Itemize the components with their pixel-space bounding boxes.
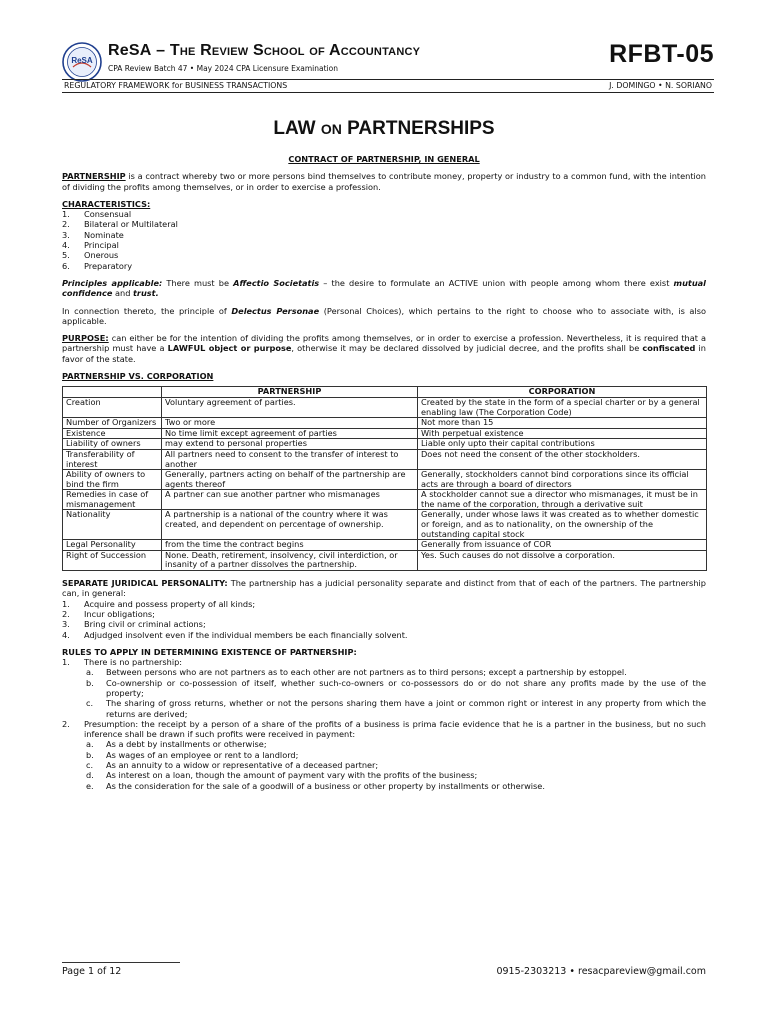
list-item: 1. Consensual (62, 209, 132, 220)
corporation-cell: Not more than 15 (418, 418, 707, 429)
list-item: 6. Preparatory (62, 260, 133, 271)
partnership-cell: from the time the contract begins (162, 540, 418, 551)
partnership-cell: All partners need to consent to the transfer of interest to another (162, 449, 418, 469)
row-label: Legal Personality (63, 540, 162, 551)
corporation-cell: Yes. Such causes do not dissolve a corporation. (418, 550, 707, 570)
row-label: Transferability of interest (63, 449, 162, 469)
corporation-cell: Generally, under whose laws it was created as to whether domestic or foreign, and as to nationality, on the ownership of the outstanding capital stock (418, 510, 707, 540)
row-label: Remedies in case of mismanagement (63, 490, 162, 510)
partnership-cell: Two or more (162, 418, 418, 429)
partnership-cell: Voluntary agreement of parties. (162, 397, 418, 417)
principles-paragraph: Principles applicable: There must be Affectio Societatis – the desire to formulate an ACTIVE union with people among whom there exist mutual confidence and trust. (62, 277, 706, 299)
corporation-cell: Generally, stockholders cannot bind corporations since its official acts are through a board of directors (418, 470, 707, 490)
table-row (63, 550, 707, 570)
table-row (63, 510, 707, 540)
resa-logo-icon (62, 42, 102, 82)
partnership-cell: A partner can sue another partner who mismanages (162, 490, 418, 510)
row-label: Right of Succession (63, 550, 162, 570)
list-item: 2. Bilateral or Multilateral (62, 219, 178, 230)
table-row (63, 397, 707, 417)
row-label: Creation (63, 397, 162, 417)
list-item: a. As a debt by installments or otherwise; (86, 739, 267, 750)
row-label: Nationality (63, 510, 162, 540)
page-number: Page 1 of 12 (62, 966, 122, 977)
partnership-cell: A partnership is a national of the country where it was created, and dependent on percentage of ownership. (162, 510, 418, 540)
school-name: ReSA – The Review School of Accountancy (108, 42, 421, 59)
footer-contact: 0915-2303213 • resacpareview@gmail.com (496, 966, 706, 977)
list-item: 3. Nominate (62, 229, 124, 240)
corporation-cell: A stockholder cannot sue a director who mismanages, it must be in the name of the corporation, through a derivative suit (418, 490, 707, 510)
table-header-blank (63, 387, 162, 398)
list-item: 4. Adjudged insolvent even if the individual members be each financially solvent. (62, 629, 408, 640)
list-item: e. As the consideration for the sale of a goodwill of a business or other property by installments or otherwise. (86, 780, 545, 791)
logo-text: ReSA (71, 56, 93, 65)
rules-list (62, 657, 706, 667)
partnership-cell: No time limit except agreement of parties (162, 428, 418, 439)
table-row (63, 449, 707, 469)
rules-list-2 (62, 719, 706, 740)
table-row (63, 540, 707, 551)
partnership-cell: may extend to personal properties (162, 439, 418, 450)
list-item: 1. Acquire and possess property of all kinds; (62, 598, 256, 609)
row-label: Existence (63, 428, 162, 439)
list-item: c. The sharing of gross returns, whether or not the persons sharing them have a joint or common right or interest in any property from which the returns are derived; (86, 698, 706, 719)
rules-heading: RULES TO APPLY IN DETERMINING EXISTENCE OF PARTNERSHIP: (62, 646, 357, 657)
partnership-cell: Generally, partners acting on behalf of the partnership are agents thereof (162, 470, 418, 490)
characteristics-heading: CHARACTERISTICS: (62, 198, 151, 209)
subject-bar (62, 79, 714, 93)
row-label: Ability of owners to bind the firm (63, 470, 162, 490)
subject-title: REGULATORY FRAMEWORK for BUSINESS TRANSACTIONS (64, 81, 288, 90)
comparison-table (62, 386, 707, 571)
list-item: 5. Onerous (62, 250, 119, 261)
corporation-cell: With perpetual existence (418, 428, 707, 439)
table-row (63, 418, 707, 429)
page-title: LAW ON PARTNERSHIPS (273, 118, 495, 139)
list-item: d. As interest on a loan, though the amount of payment vary with the profits of the business; (86, 770, 478, 781)
row-label: Liability of owners (63, 439, 162, 450)
batch-line: CPA Review Batch 47 • May 2024 CPA Licensure Examination (108, 64, 338, 73)
rule2-sublist (62, 739, 706, 790)
document-code: RFBT-05 (609, 40, 714, 68)
corporation-cell: Liable only upto their capital contributions (418, 439, 707, 450)
characteristics-list (62, 209, 706, 271)
table-header-corporation: CORPORATION (418, 387, 707, 398)
authors: J. DOMINGO • N. SORIANO (609, 81, 712, 90)
corporation-cell: Generally from issuance of COR (418, 540, 707, 551)
table-row (63, 428, 707, 439)
table-row (63, 490, 707, 510)
list-item: b. As wages of an employee or rent to a landlord; (86, 749, 299, 760)
list-item: 4. Principal (62, 240, 119, 251)
table-row (63, 439, 707, 450)
table-row (63, 470, 707, 490)
list-item: 2. Presumption: the receipt by a person of a share of the profits of a business is prima facie evidence that he is a partner in the business, but no such inference shall be drawn if such profits were received in payment: (62, 718, 706, 740)
juridical-list (62, 599, 706, 640)
list-item: b. Co-ownership or co-possession of itself, whether such-co-owners or co-possessors do or do not share any profits made by the use of the property; (86, 677, 706, 698)
main-content (62, 154, 706, 791)
partnership-cell: None. Death, retirement, insolvency, civil interdiction, or insanity of a partner dissolves the partnership. (162, 550, 418, 570)
section-heading-contract: CONTRACT OF PARTNERSHIP, IN GENERAL (288, 154, 480, 164)
list-item: c. As an annuity to a widow or representative of a deceased partner; (86, 760, 379, 771)
table-header-partnership: PARTNERSHIP (162, 387, 418, 398)
footer-divider (62, 962, 180, 963)
juridical-paragraph: SEPARATE JURIDICAL PERSONALITY: The partnership has a judicial personality separate and distinct from that of each of the partners. The partnership can, in general: (62, 578, 706, 599)
purpose-paragraph: PURPOSE: can either be for the intention of dividing the profits among themselves, or in order to exercise a profession. Nevertheless, it is required that a partnership must have a LAWFUL object or purpose, otherwise it may be declared dissolved by judicial decree, and the profits shall be confiscated in favor of the state. (62, 333, 706, 364)
list-item: 2. Incur obligations; (62, 608, 155, 619)
comparison-heading: PARTNERSHIP VS. CORPORATION (62, 371, 214, 382)
corporation-cell: Does not need the consent of the other stockholders. (418, 449, 707, 469)
rule1-sublist (62, 667, 706, 718)
row-label: Number of Organizers (63, 418, 162, 429)
partnership-definition: PARTNERSHIP is a contract whereby two or more persons bind themselves to contribute money, property or industry to a common fund, with the intention of dividing the profits among themselves, or in order to exercise a profession. (62, 171, 706, 192)
list-item: 3. Bring civil or criminal actions; (62, 619, 206, 630)
list-item: a. Between persons who are not partners as to each other are not partners as to third persons; except a partnership by estoppel. (86, 667, 627, 678)
table-header-row (63, 387, 707, 398)
delectus-paragraph: In connection thereto, the principle of Delectus Personae (Personal Choices), which pertains to the right to choose who to associate with, is also applicable. (62, 305, 706, 326)
list-item: 1. There is no partnership: (62, 657, 183, 668)
corporation-cell: Created by the state in the form of a special charter or by a general enabling law (The Corporation Code) (418, 397, 707, 417)
